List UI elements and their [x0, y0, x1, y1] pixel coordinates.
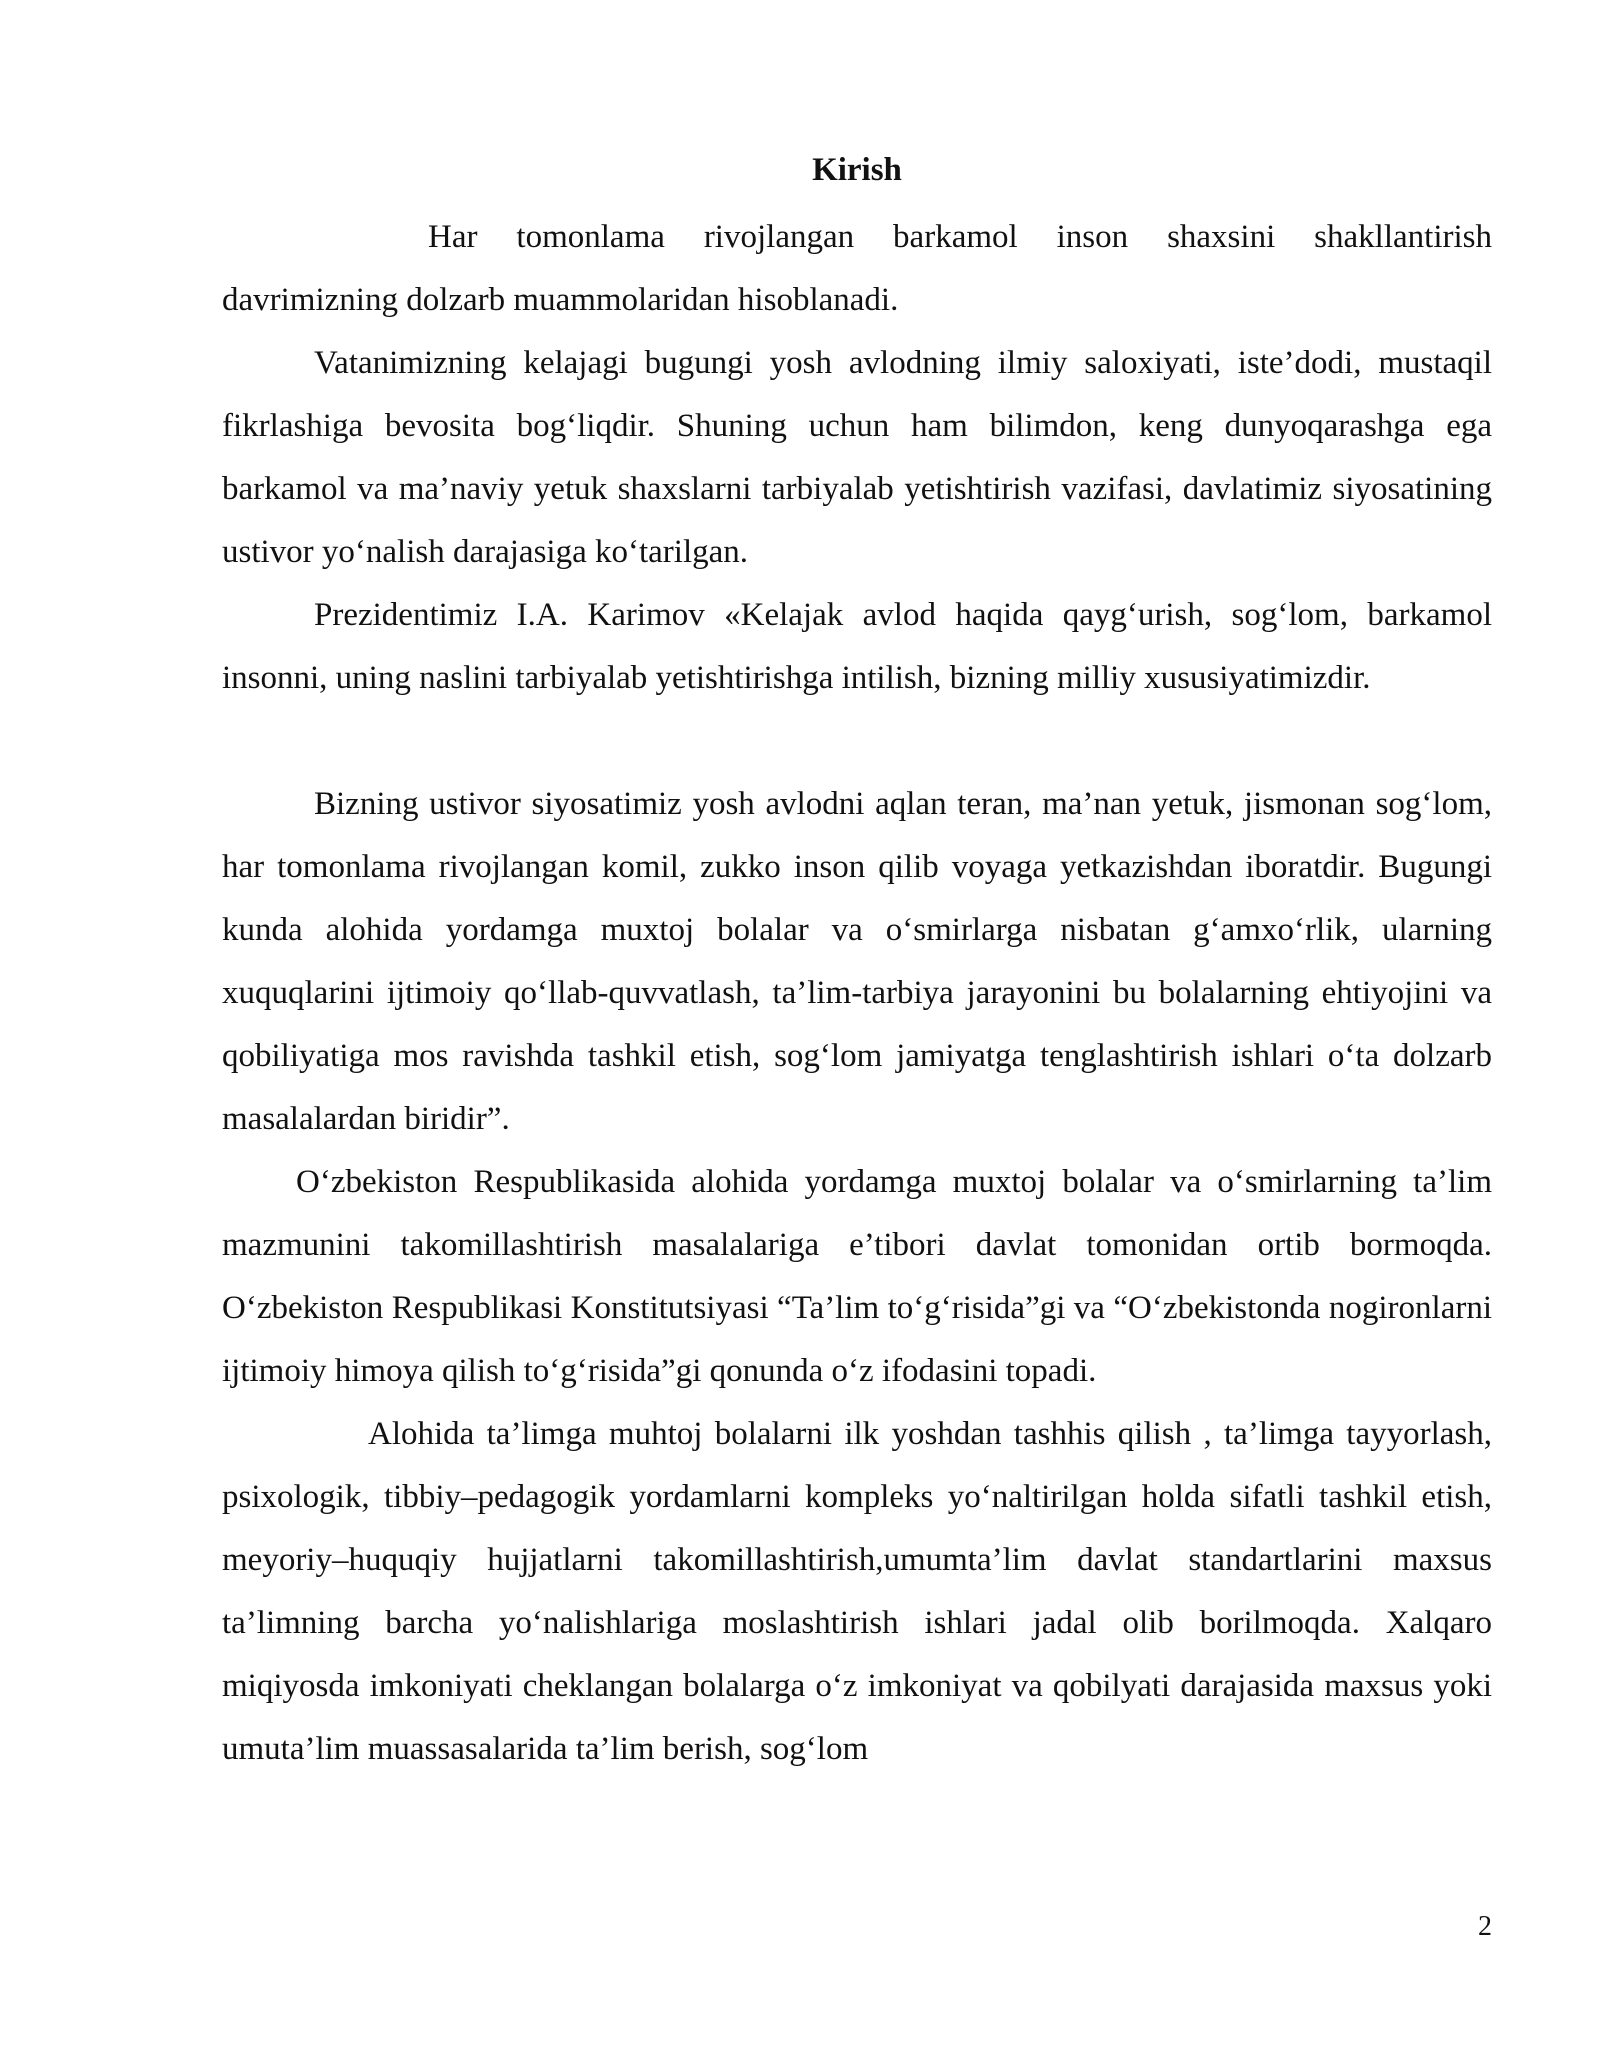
page-number: 2	[1478, 1911, 1492, 1942]
page-title: Kirish	[812, 152, 902, 188]
paragraph-6: Alohida ta’limga muhtoj bolalarni ilk yoshdan tashhis qilish , ta’limga tayyorlash, psixologik, tibbiy–pedagogik yordamlarni kompleks yo‘naltirilgan holda sifatli tashkil etish, meyoriy–huquqiy hujjatlarni takomillashtirish,umumta’lim davlat standartlarini maxsus ta’limning barcha yo‘nalishlariga moslashtirish ishlari jadal olib borilmoqda. Xalqaro miqiyosda imkoniyati cheklangan bolalarga o‘z imkoniyat va qobilyati darajasida maxsus yoki umuta’lim muassasalarida ta’lim berish, sog‘lom	[222, 1416, 1492, 1767]
document-body	[222, 206, 1492, 1781]
paragraph-4: Bizning ustivor siyosatimiz yosh avlodni aqlan teran, ma’nan yetuk, jismonan sog‘lom, har tomonlama rivojlangan komil, zukko inson qilib voyaga yetkazishdan iboratdir. Bugungi kunda alohida yordamga muxtoj bolalar va o‘smirlarga nisbatan g‘amxo‘rlik, ularning xuquqlarini ijtimoiy qo‘llab-quvvatlash, ta’lim-tarbiya jarayonini bu bolalarning ehtiyojini va qobiliyatiga mos ravishda tashkil etish, sog‘lom jamiyatga tenglashtirish ishlari o‘ta dolzarb masalalardan biridir”.	[222, 786, 1492, 1137]
paragraph-5: O‘zbekiston Respublikasida alohida yordamga muxtoj bolalar va o‘smirlarning ta’lim mazmunini takomillashtirish masalalariga e’tibori davlat tomonidan ortib bormoqda. O‘zbekiston Respublikasi Konstitutsiyasi “Ta’lim to‘g‘risida”gi va “O‘zbekistonda nogironlarni ijtimoiy himoya qilish to‘g‘risida”gi qonunda o‘z ifodasini topadi.	[222, 1164, 1492, 1389]
paragraph-3: Prezidentimiz I.A. Karimov «Kelajak avlod haqida qayg‘urish, sog‘lom, barkamol insonni, uning naslini tarbiyalab yetishtirishga intilish, bizning milliy xususiyatimizdir.	[222, 597, 1492, 696]
paragraph-1: Har tomonlama rivojlangan barkamol inson shaxsini shakllantirish davrimizning dolzarb muammolaridan hisoblanadi.	[222, 219, 1492, 318]
paragraph-2: Vatanimizning kelajagi bugungi yosh avlodning ilmiy saloxiyati, iste’dodi, mustaqil fikrlashiga bevosita bog‘liqdir. Shuning uchun ham bilimdon, keng dunyoqarashga ega barkamol va ma’naviy yetuk shaxslarni tarbiyalab yetishtirish vazifasi, davlatimiz siyosatining ustivor yo‘nalish darajasiga ko‘tarilgan.	[222, 345, 1492, 570]
